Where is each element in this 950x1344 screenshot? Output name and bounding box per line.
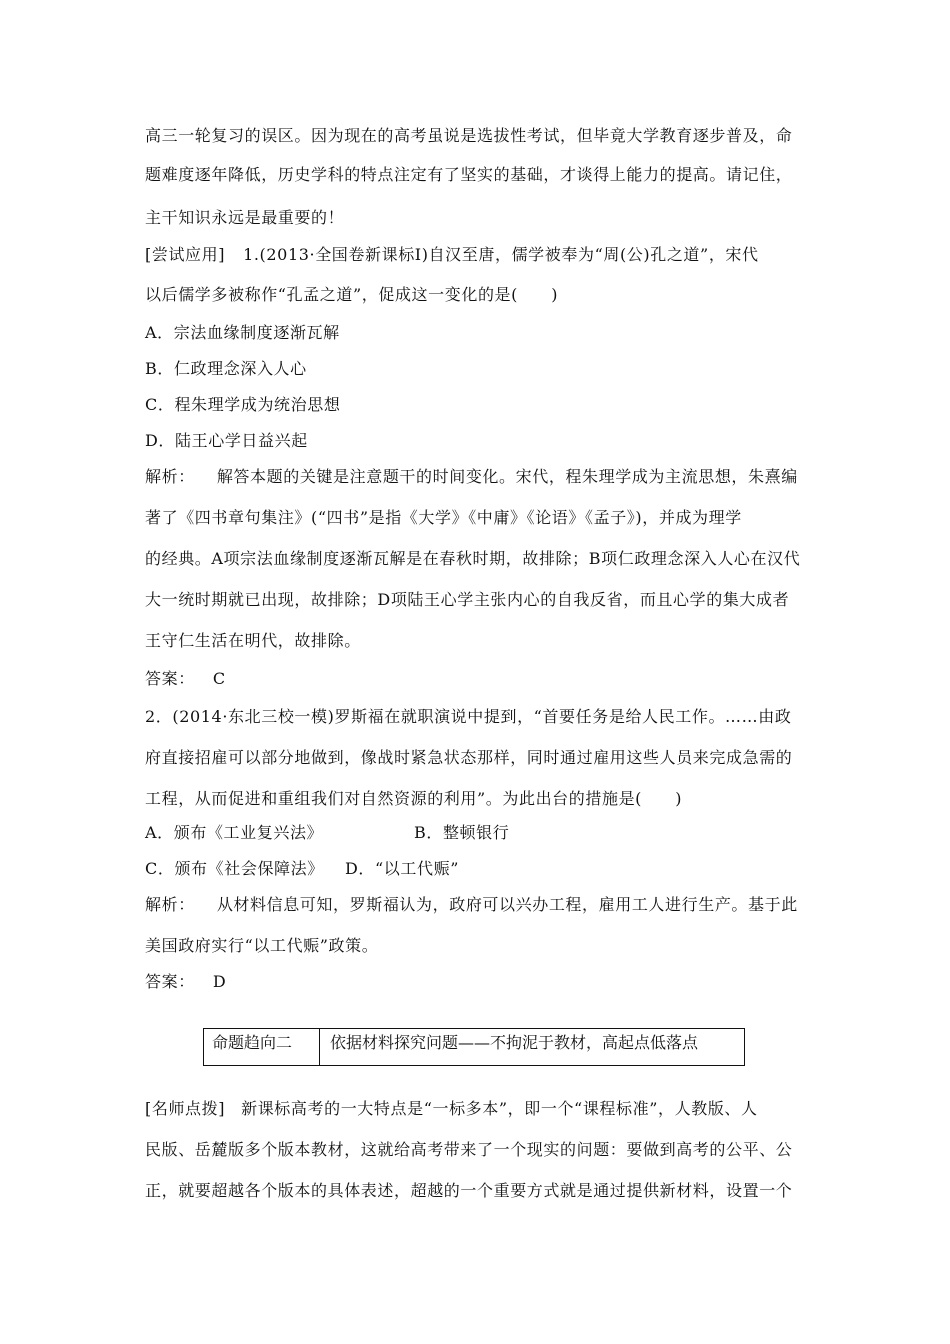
- q1-answer: [145, 669, 226, 689]
- intro-line-1: 高三一轮复习的误区。因为现在的高考虽说是选拔性考试，但毕竟大学教育逐步普及，命: [145, 126, 793, 145]
- q2-answer-value: D: [212, 972, 227, 991]
- tip-text-1: 新课标高考的一大特点是“一标多本”，即一个“课程标准”，人教版、人: [241, 1099, 758, 1118]
- q2-analysis-label: 解析：: [145, 895, 195, 914]
- q1-line-2: 以后儒学多被称作“孔孟之道”，促成这一变化的是( ): [145, 285, 559, 304]
- q2-option-a: A．颁布《工业复兴法》: [145, 823, 324, 842]
- topic-title: 依据材料探究问题——不拘泥于教材，高起点低落点: [330, 1033, 699, 1052]
- intro-line-2: 题难度逐年降低，历史学科的特点注定有了坚实的基础，才谈得上能力的提高。请记住，: [145, 165, 793, 184]
- q2-answer-label: 答案：: [145, 972, 195, 991]
- q1-analysis-line-4: 大一统时期就已出现，故排除；D项陆王心学主张内心的自我反省，而且心学的集大成者: [145, 590, 790, 609]
- q2-analysis-text-1: 从材料信息可知，罗斯福认为，政府可以兴办工程，雇用工人进行生产。基于此: [216, 895, 798, 914]
- q1-answer-label: 答案：: [145, 669, 195, 688]
- q2-analysis-line-2: 美国政府实行“以工代赈”政策。: [145, 936, 379, 955]
- q1-analysis-line-1: [145, 467, 798, 487]
- q2-line-1: 2．(2014·东北三校一模)罗斯福在就职演说中提到，“首要任务是给人民工作。……由政: [145, 707, 792, 726]
- topic-label: 命题趋向二: [204, 1029, 320, 1065]
- q1-option-a: A．宗法血缘制度逐渐瓦解: [145, 323, 340, 342]
- q2-line-2: 府直接招雇可以部分地做到，像战时紧急状态那样，同时通过雇用这些人员来完成急需的: [145, 748, 793, 767]
- topic-box: [203, 1028, 745, 1066]
- q1-stem-1: 1.(2013·全国卷新课标Ⅰ)自汉至唐，儒学被奉为“周(公)孔之道”，宋代: [243, 245, 759, 264]
- tip-line-3: 正，就要超越各个版本的具体表述，超越的一个重要方式就是通过提供新材料，设置一个: [145, 1181, 793, 1200]
- intro-line-3: 主干知识永远是最重要的！: [145, 208, 345, 227]
- q1-analysis-line-5: 王守仁生活在明代，故排除。: [145, 631, 361, 650]
- q1-answer-value: C: [212, 669, 226, 688]
- q1-option-c: C．程朱理学成为统治思想: [145, 395, 341, 414]
- q1-line-1: [145, 245, 759, 265]
- q2-option-b: B．整顿银行: [414, 823, 510, 842]
- tip-tag: [名师点拨]: [145, 1099, 226, 1118]
- q2-option-c: C．颁布《社会保障法》: [145, 859, 324, 878]
- q1-analysis-line-3: 的经典。A项宗法血缘制度逐渐瓦解是在春秋时期，故排除；B项仁政理念深入人心在汉代: [145, 549, 801, 568]
- q1-tag: [尝试应用]: [145, 245, 226, 264]
- q1-analysis-text-1: 解答本题的关键是注意题干的时间变化。宋代，程朱理学成为主流思想，朱熹编: [216, 467, 798, 486]
- q1-option-b: B．仁政理念深入人心: [145, 359, 307, 378]
- q1-analysis-line-2: 著了《四书章句集注》(“四书”是指《大学》《中庸》《论语》《孟子》)，并成为理学: [145, 508, 742, 527]
- tip-line-2: 民版、岳麓版多个版本教材，这就给高考带来了一个现实的问题：要做到高考的公平、公: [145, 1140, 793, 1159]
- q2-answer: [145, 972, 226, 992]
- q1-analysis-label: 解析：: [145, 467, 195, 486]
- q2-option-d: D．“以工代赈”: [345, 859, 459, 878]
- tip-line-1: [145, 1099, 758, 1119]
- q2-line-3: 工程，从而促进和重组我们对自然资源的利用”。为此出台的措施是( ): [145, 789, 683, 808]
- q2-analysis-line-1: [145, 895, 798, 915]
- q1-option-d: D．陆王心学日益兴起: [145, 431, 308, 450]
